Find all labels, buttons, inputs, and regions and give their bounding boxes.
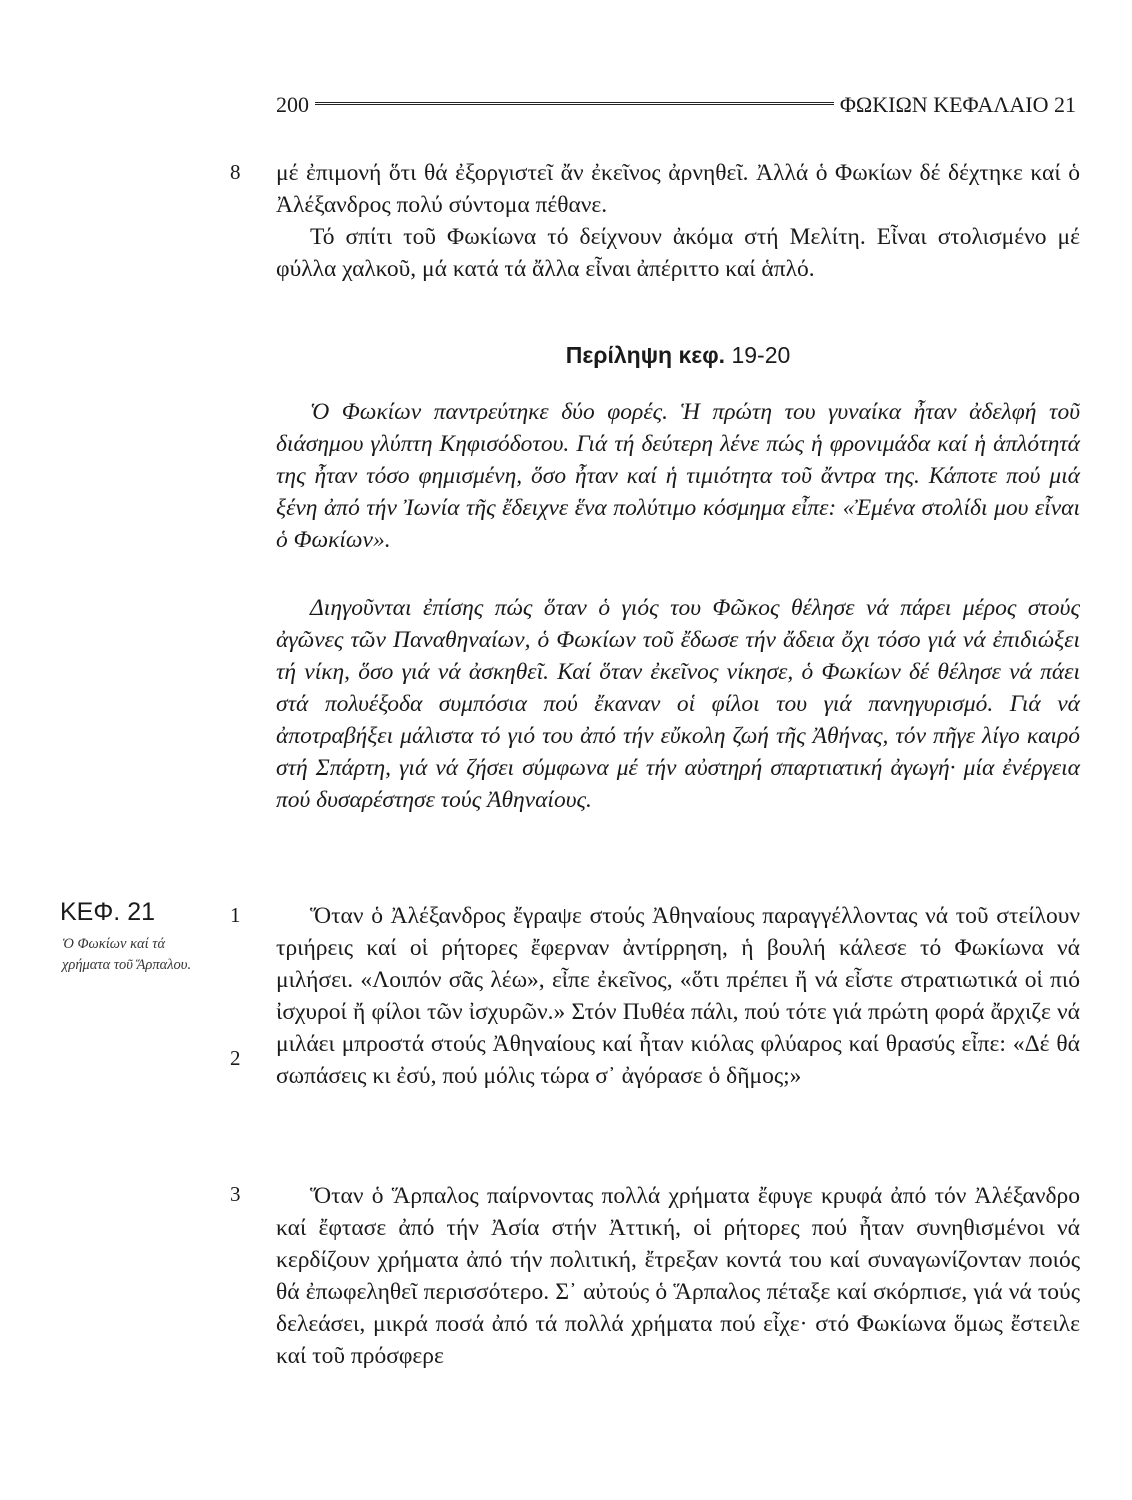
summary-paragraph-2: [276, 592, 1080, 816]
summary-chapter-range: 19-20: [731, 342, 791, 368]
paragraph-text: μέ ἐπιμονή ὅτι θά ἐξοργιστεῖ ἄν ἐκεῖνος ἀρνηθεῖ. Ἀλλά ὁ Φωκίων δέ δέχτηκε καί ὁ Ἀλέξανδρος πολύ σύντομα πέθανε.: [276, 160, 1080, 218]
section-number-2: 2: [230, 1046, 241, 1070]
paragraph-text: Τό σπίτι τοῦ Φωκίωνα τό δείχνουν ἀκόμα στή Μελίτη. Εἶναι στολισμένο μέ φύλλα χαλκοῦ, μά κατά τά ἄλλα εἶναι ἀπέριττο καί ἁπλό.: [276, 224, 1080, 282]
paragraph-text: Ὁ Φωκίων παντρεύτηκε δύο φορές. Ἡ πρώτη του γυναίκα ἦταν ἀδελφή τοῦ διάσημου γλύπτη Κηφισόδοτου. Γιά τή δεύτερη λένε πώς ἡ φρονιμάδα καί ἡ ἁπλότητά της ἦταν τόσο φημισμένη, ὅσο ἦταν καί ἡ τιμιότητα τοῦ ἄντρα της. Κάποτε πού μιά ξένη ἀπό τήν Ἰωνία τῆς ἔδειχνε ἕνα πολύτιμο κόσμημα εἶπε: «Ἐμένα στολίδι μου εἶναι ὁ Φωκίων».: [276, 399, 1080, 553]
paragraph-section-8-end: [276, 157, 1080, 221]
header-double-rule: [315, 102, 834, 108]
paragraph-text: Ὅταν ὁ Ἅρπαλος παίρνοντας πολλά χρήματα ἔφυγε κρυφά ἀπό τόν Ἀλέξανδρο καί ἔφτασε ἀπό τήν Ἀσία στήν Ἀττική, οἱ ρήτορες πού ἦταν συνηθισμένοι νά κερδίζουν χρήματα ἀπό τήν πολιτική, ἔτρεξαν κοντά του καί συναγωνίζονταν ποιός θά ἐπωφεληθεῖ περισσότερο. Σ᾿ αὐτούς ὁ Ἅρπαλος πέταξε καί σκόρπισε, γιά νά τούς δελεάσει, μικρά ποσά ἀπό τά πολλά χρήματα πού εἶχε· στό Φωκίωνα ὅμως ἔστειλε καί τοῦ πρόσφερε: [276, 1183, 1080, 1369]
paragraph-text: Διηγοῦνται ἐπίσης πώς ὅταν ὁ γιός του Φῶκος θέλησε νά πάρει μέρος στούς ἀγῶνες τῶν Παναθηναίων, ὁ Φωκίων τοῦ ἔδωσε τήν ἄδεια ὄχι τόσο γιά νά ἐπιδιώξει τή νίκη, ὅσο γιά νά ἀσκηθεῖ. Καί ὅταν ἐκεῖνος νίκησε, ὁ Φωκίων δέ θέλησε νά πάει στά πολυέξοδα συμπόσια πού ἔκαναν οἱ φίλοι του γιά πανηγυρισμό. Γιά νά ἀποτραβήξει μάλιστα τό γιό του ἀπό τήν εὔκολη ζωή τῆς Ἀθήνας, τόν πῆγε λίγο καιρό στή Σπάρτη, γιά νά ζήσει σύμφωνα μέ τήν αὐστηρή σπαρτιατική ἀγωγή· μία ἐνέργεια πού δυσαρέστησε τούς Ἀθηναίους.: [276, 595, 1080, 813]
chapter-title: ΚΕΦ. 21: [60, 898, 155, 926]
running-header: [276, 90, 1076, 120]
running-title: ΦΩΚΙΩΝ ΚΕΦΑΛΑΙΟ 21: [839, 92, 1076, 117]
page-number: 200: [276, 92, 309, 117]
paragraph-house-of-phocion: [276, 221, 1080, 285]
paragraph-text: Ὅταν ὁ Ἀλέξανδρος ἔγραψε στούς Ἀθηναίους παραγγέλλοντας νά τοῦ στείλουν τριήρεις καί οἱ ρήτορες ἔφερναν ἀντίρρηση, ἡ βουλή κάλεσε τό Φωκίωνα νά μιλήσει. «Λοιπόν σᾶς λέω», εἶπε ἐκεῖνος, «ὅτι πρέπει ἤ νά εἶστε στρατιωτικά οἱ πιό ἰσχυροί ἤ φίλοι τῶν ἰσχυρῶν.» Στόν Πυθέα πάλι, πού τότε γιά πρώτη φορά ἄρχιζε νά μιλάει μπροστά στούς Ἀθηναίους καί ἦταν κιόλας φλύαρος καί θρασύς εἶπε: «Δέ θά σωπάσεις κι ἐσύ, πού μόλις τώρα σ᾿ ἀγόρασε ὁ δῆμος;»: [276, 903, 1080, 1089]
summary-paragraph-1: [276, 396, 1080, 556]
summary-heading-label: Περίληψη κεφ.: [565, 342, 726, 368]
chapter-21-paragraph-3: [276, 1180, 1080, 1372]
chapter-subtitle: Ὁ Φωκίων καί τά χρήματα τοῦ Ἅρπαλου.: [62, 936, 192, 973]
section-number-1: 1: [230, 903, 241, 927]
summary-heading: [276, 342, 1080, 369]
section-number-8: 8: [230, 160, 241, 184]
section-number-3: 3: [230, 1182, 241, 1206]
chapter-21-paragraph-1: [276, 900, 1080, 1092]
